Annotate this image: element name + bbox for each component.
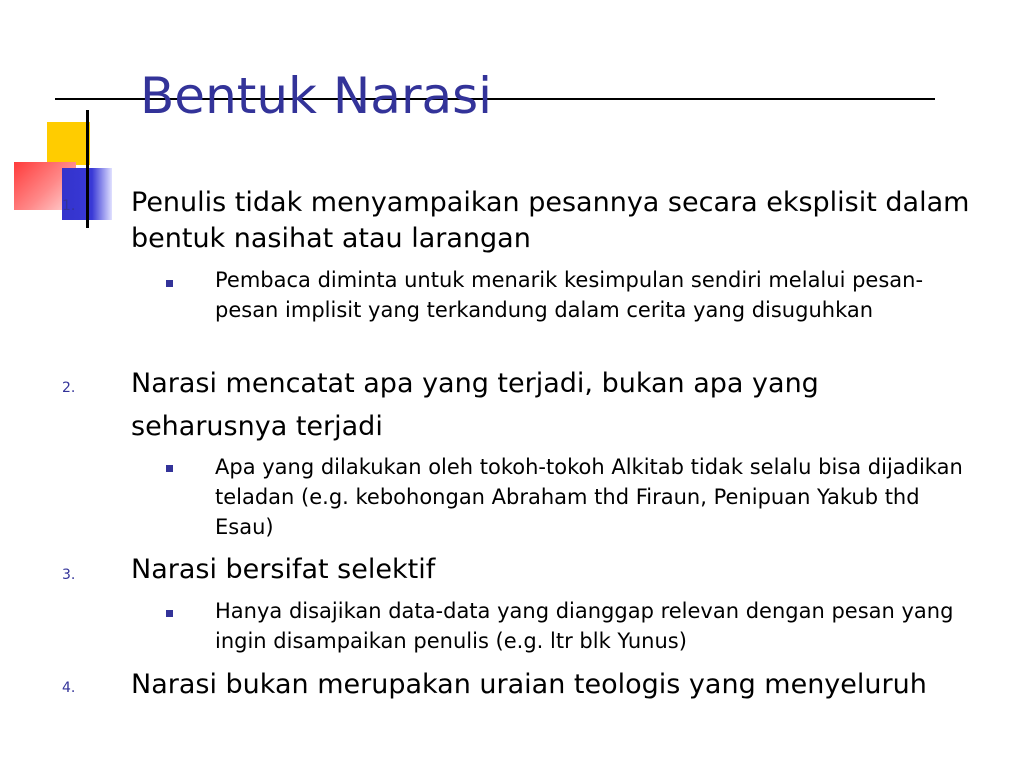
yellow-square <box>47 122 90 165</box>
sub-item-text: Hanya disajikan data-data yang dianggap relevan dengan pesan yang ingin disampaikan penulis (e.g. ltr blk Yunus) <box>215 599 954 653</box>
item-text: Penulis tidak menyampaikan pesannya secara eksplisit dalam bentuk nasihat atau larangan <box>131 187 970 254</box>
item-number: 2. <box>62 380 76 396</box>
square-bullet-icon <box>166 610 173 617</box>
sub-item-text: Apa yang dilakukan oleh tokoh-tokoh Alkitab tidak selalu bisa dijadikan teladan (e.g. kebohongan Abraham thd Firaun, Penipuan Yakub thd Esau) <box>215 455 963 539</box>
item-number: 4. <box>62 680 76 696</box>
square-bullet-icon <box>166 465 173 472</box>
item-number: 3. <box>62 567 76 583</box>
square-bullet-icon <box>166 280 173 287</box>
vertical-rule <box>86 110 89 228</box>
item-text: Narasi bersifat selektif <box>131 554 436 585</box>
sub-item-text: Pembaca diminta untuk menarik kesimpulan sendiri melalui pesan-pesan implisit yang terkandung dalam cerita yang disuguhkan <box>215 268 924 322</box>
item-text: Narasi mencatat apa yang terjadi, bukan apa yang seharusnya terjadi <box>131 368 819 442</box>
item-text: Narasi bukan merupakan uraian teologis yang menyeluruh <box>131 669 927 700</box>
item-number: 1. <box>62 198 76 214</box>
slide-title: Bentuk Narasi <box>140 67 493 125</box>
